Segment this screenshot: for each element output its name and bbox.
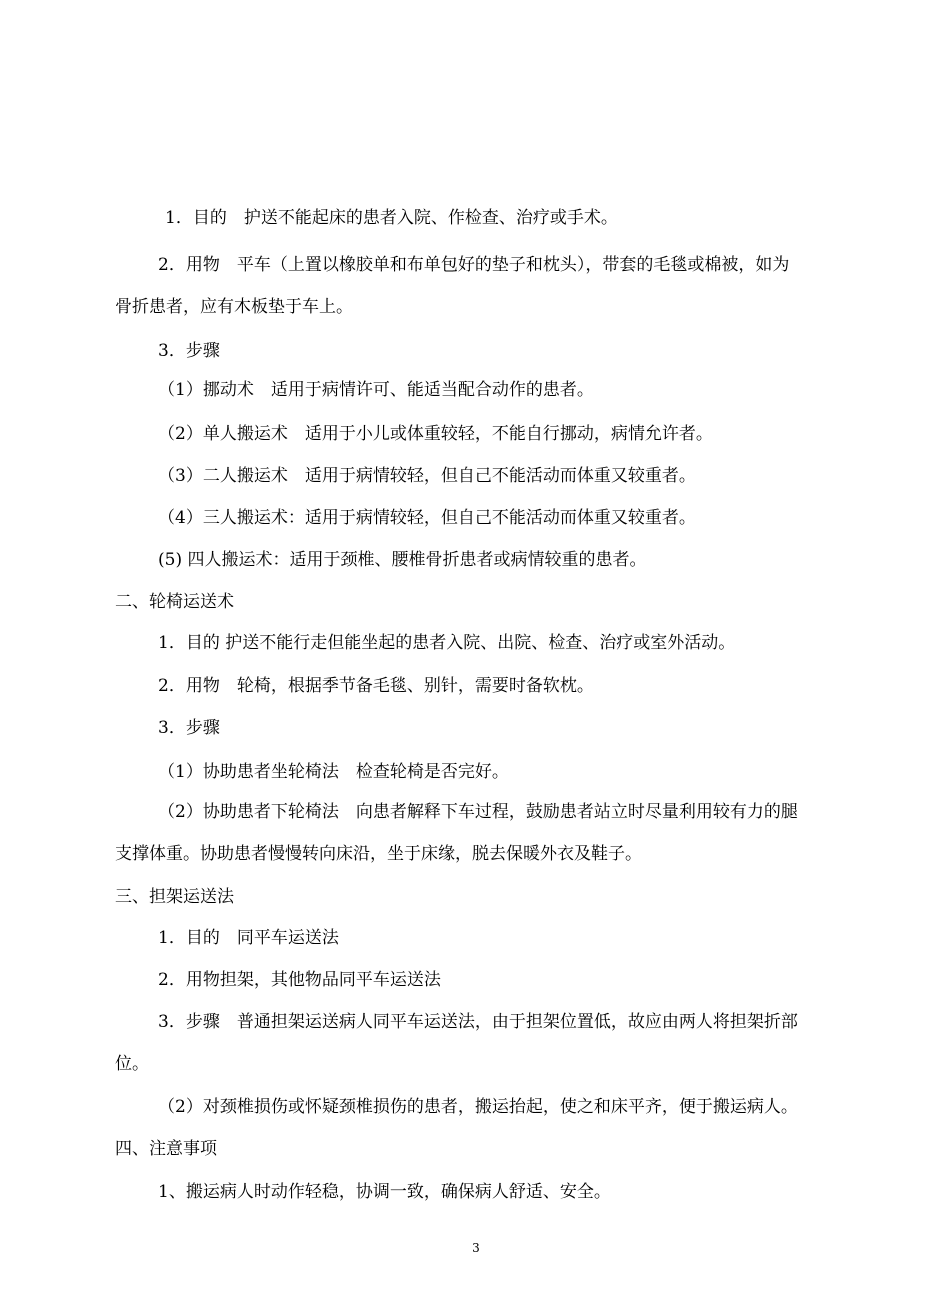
text-line: 1、搬运病人时动作轻稳，协调一致，确保病人舒适、安全。 — [158, 1182, 611, 1202]
section-heading: 二、轮椅运送术 — [115, 592, 234, 612]
text-line: 支撑体重。协助患者慢慢转向床沿，坐于床缘，脱去保暖外衣及鞋子。 — [115, 844, 642, 864]
text-line: 2．用物担架，其他物品同平车运送法 — [158, 970, 441, 990]
text-line: 3．步骤 — [158, 718, 220, 738]
text-line: （2）单人搬运术 适用于小儿或体重较轻，不能自行挪动，病情允许者。 — [158, 424, 713, 444]
text-line: 骨折患者，应有木板垫于车上。 — [115, 297, 353, 317]
section-heading: 四、注意事项 — [115, 1139, 217, 1159]
text-line: (5) 四人搬运术：适用于颈椎、腰椎骨折患者或病情较重的患者。 — [158, 550, 647, 570]
text-line: （3）二人搬运术 适用于病情较轻，但自己不能活动而体重又较重者。 — [158, 466, 696, 486]
text-line: 3．步骤 — [158, 341, 220, 361]
text-line: （4）三人搬运术：适用于病情较轻，但自己不能活动而体重又较重者。 — [158, 508, 696, 528]
text-line: （1）协助患者坐轮椅法 检查轮椅是否完好。 — [158, 762, 509, 782]
text-line: 3．步骤 普通担架运送病人同平车运送法，由于担架位置低，故应由两人将担架折部 — [158, 1012, 798, 1032]
text-line: （2）协助患者下轮椅法 向患者解释下车过程，鼓励患者站立时尽量利用较有力的腿 — [158, 802, 798, 822]
text-line: 1．目的 同平车运送法 — [158, 928, 339, 948]
text-line: 2．用物 轮椅，根据季节备毛毯、别针，需要时备软枕。 — [158, 676, 594, 696]
text-line: 位。 — [115, 1054, 149, 1074]
text-line: （2）对颈椎损伤或怀疑颈椎损伤的患者，搬运抬起，使之和床平齐，便于搬运病人。 — [158, 1097, 798, 1117]
text-line: 1．目的 护送不能起床的患者入院、作检查、治疗或手术。 — [165, 208, 618, 228]
text-line: （1）挪动术 适用于病情许可、能适当配合动作的患者。 — [158, 380, 594, 400]
page-number: 3 — [472, 1241, 480, 1255]
section-heading: 三、担架运送法 — [115, 887, 234, 907]
text-line: 1．目的 护送不能行走但能坐起的患者入院、出院、检查、治疗或室外活动。 — [158, 633, 736, 653]
text-line: 2．用物 平车（上置以橡胶单和布单包好的垫子和枕头），带套的毛毯或棉被，如为 — [158, 255, 790, 275]
